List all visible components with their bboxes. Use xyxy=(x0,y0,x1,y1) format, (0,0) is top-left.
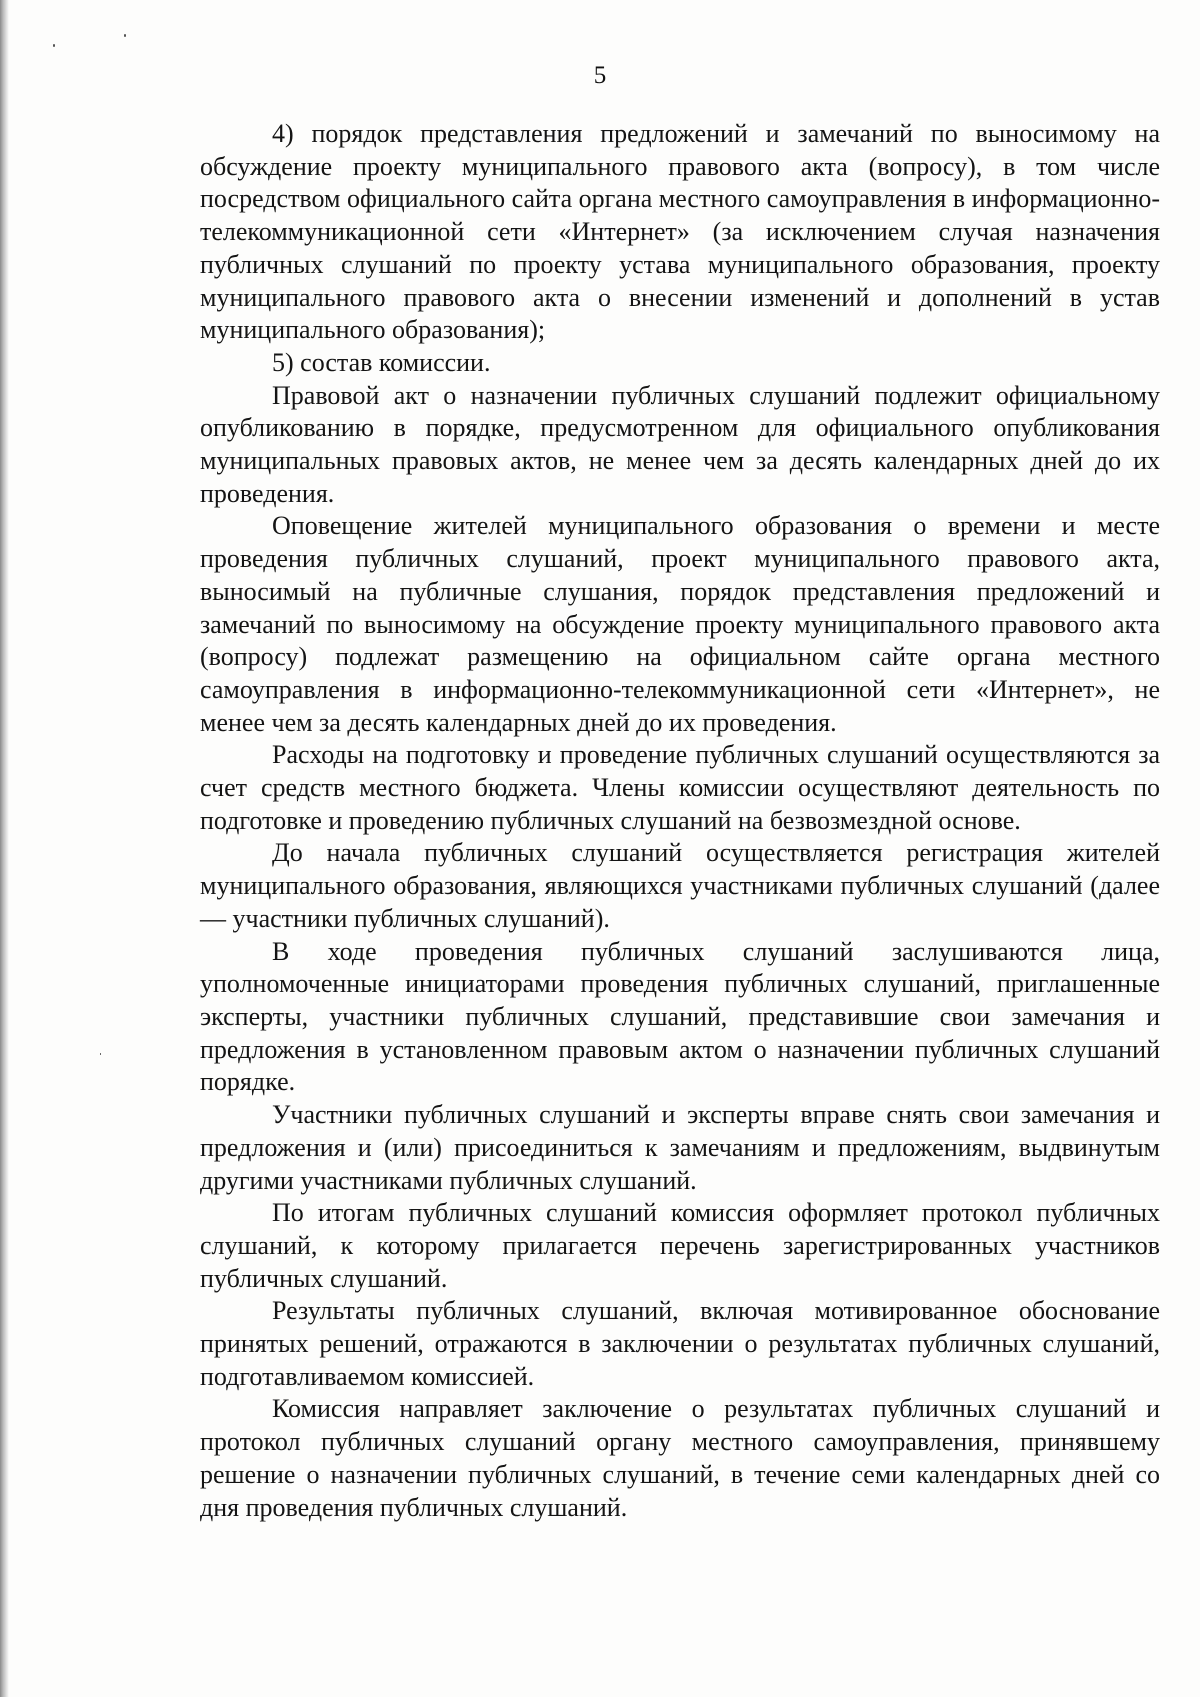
paragraph-item-4: 4) порядок представления предложений и замечаний по выносимому на обсуждение проекту муниципального правового акта (вопросу), в том числе посредством официального сайта органа местного самоуправления в информационно-телекоммуникационной сети «Интернет» (за исключением случая назначения публичных слушаний по проекту устава муниципального образования, проекту муниципального правового акта о внесении изменений и дополнений в устав муниципального образования); xyxy=(200,119,1161,345)
paragraph-results: Результаты публичных слушаний, включая мотивированное обоснование принятых решений, отражаются в заключении о результатах публичных слушаний, подготавливаемом комиссией. xyxy=(200,1296,1160,1391)
paragraph-hearing-speakers: В ходе проведения публичных слушаний заслушиваются лица, уполномоченные инициаторами проведения публичных слушаний, приглашенные эксперты, участники публичных слушаний, представившие свои замечания и предложения в установленном правовым актом о назначении публичных слушаний порядке. xyxy=(200,936,1160,1097)
paragraph-participants-rights: Участники публичных слушаний и эксперты вправе снять свои замечания и предложения и (или) присоединиться к замечаниям и предложениям, выдвинутым другими участниками публичных слушаний. xyxy=(200,1100,1160,1195)
paragraph-commission-submission: Комиссия направляет заключение о результатах публичных слушаний и протокол публичных слушаний органу местного самоуправления, принявшему решение о назначении публичных слушаний, в течение семи календарных дней со дня проведения публичных слушаний. xyxy=(200,1394,1160,1522)
paragraph-residents-notification: Оповещение жителей муниципального образования о времени и месте проведения публичных слушаний, проект муниципального правового акта, выносимый на публичные слушания, порядок представления предложений и замечаний по выносимому на обсуждение проекту муниципального правового акта (вопросу) подлежат размещению на официальном сайте органа местного самоуправления в информационно-телекоммуникационной сети «Интернет», не менее чем за десять календарных дней до их проведения. xyxy=(200,511,1160,737)
paragraph-protocol: По итогам публичных слушаний комиссия оформляет протокол публичных слушаний, к которому прилагается перечень зарегистрированных участников публичных слушаний. xyxy=(200,1198,1160,1293)
paragraph-registration: До начала публичных слушаний осуществляется регистрация жителей муниципального образования, являющихся участниками публичных слушаний (далее — участники публичных слушаний). xyxy=(200,838,1160,933)
scan-edge-shadow xyxy=(0,0,9,1697)
scan-speck xyxy=(124,34,126,37)
paragraph-expenses: Расходы на подготовку и проведение публичных слушаний осуществляются за счет средств местного бюджета. Члены комиссии осуществляют деятельность по подготовке и проведению публичных слушаний на безвозмездной основе. xyxy=(200,740,1160,835)
scan-speck xyxy=(53,44,55,47)
paragraph-legal-act-publication: Правовой акт о назначении публичных слушаний подлежит официальному опубликованию в порядке, предусмотренном для официального опубликования муниципальных правовых актов, не менее чем за десять календарных дней до их проведения. xyxy=(200,380,1160,508)
page-number: 5 xyxy=(593,62,607,89)
paragraph-item-5: 5) состав комиссии. xyxy=(272,347,491,377)
document-body xyxy=(200,118,1160,1524)
scan-speck xyxy=(100,1053,101,1055)
